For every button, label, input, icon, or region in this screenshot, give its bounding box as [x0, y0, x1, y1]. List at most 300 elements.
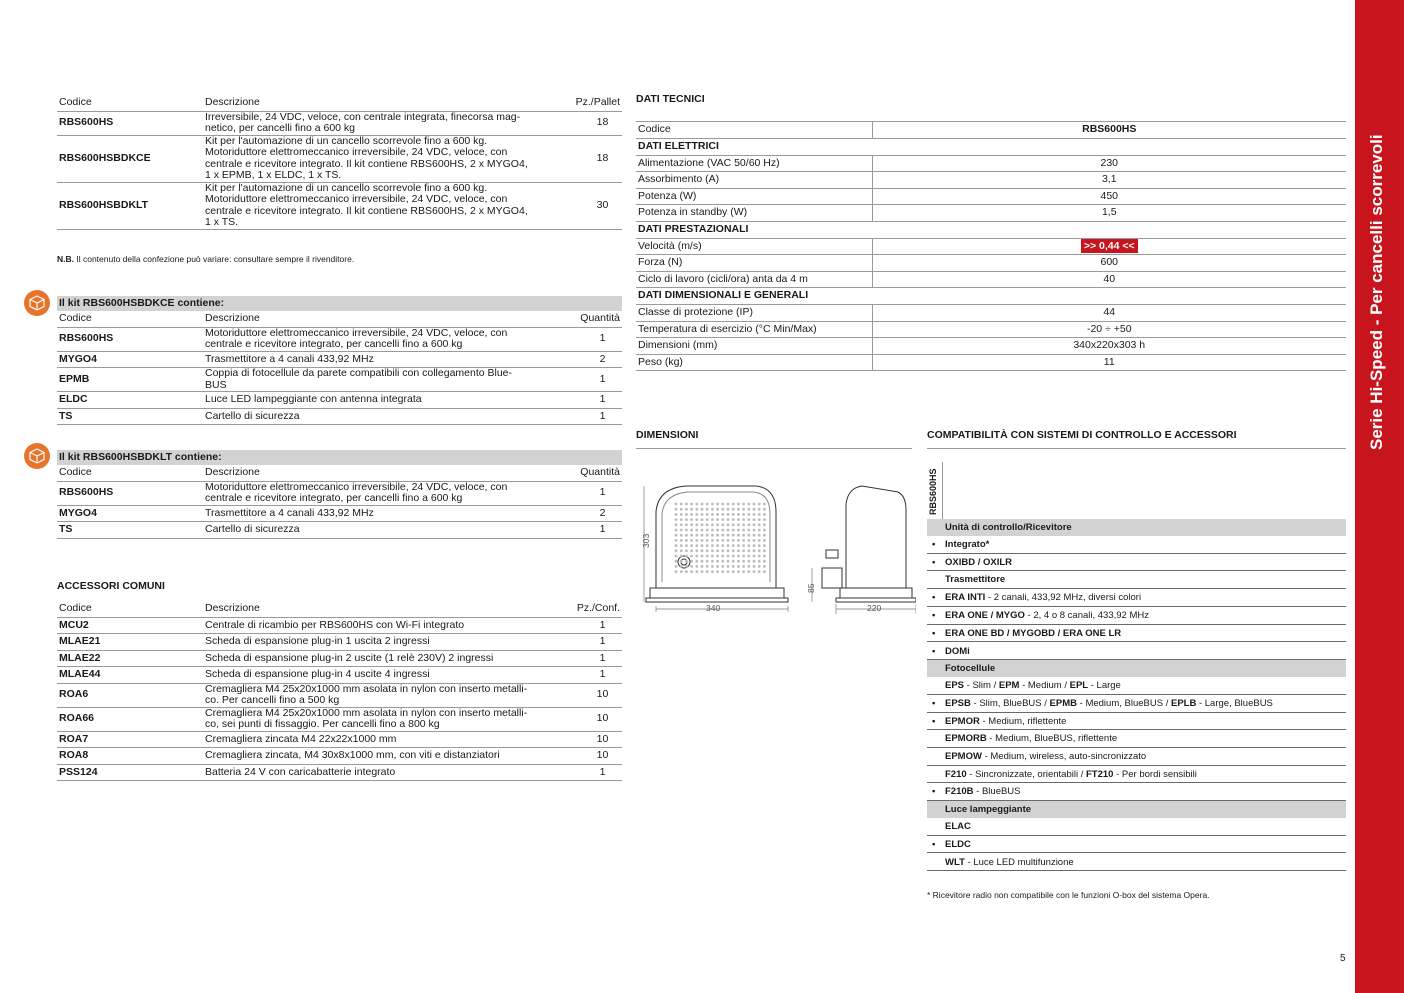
kit2-table — [57, 465, 622, 539]
vent-hole — [701, 544, 704, 547]
vent-hole — [742, 549, 745, 552]
kit1-table — [57, 311, 622, 425]
vent-hole — [685, 570, 688, 573]
compat-item-code: OXIBD / OXILR — [945, 556, 1013, 568]
tech-label: Dimensioni (mm) — [636, 338, 872, 355]
tech-group-row — [636, 221, 1346, 238]
vent-hole — [685, 523, 688, 526]
compat-item-text — [945, 536, 989, 553]
vent-hole — [727, 565, 730, 568]
vent-hole — [711, 549, 714, 552]
vent-hole — [758, 523, 761, 526]
tech-label: Classe di protezione (IP) — [636, 304, 872, 321]
table-row — [57, 327, 622, 351]
compat-item-code: F210 — [945, 768, 967, 780]
vent-hole — [763, 539, 766, 542]
vent-hole — [685, 555, 688, 558]
vent-hole — [716, 518, 719, 521]
compat-item — [927, 783, 1346, 801]
vent-hole — [732, 549, 735, 552]
vent-hole — [701, 503, 704, 506]
compat-bullet-icon: • — [932, 786, 936, 798]
vent-hole — [758, 534, 761, 537]
dim-height-label: 303 — [641, 533, 651, 548]
vent-hole — [716, 570, 719, 573]
compat-item-code: Integrato* — [945, 539, 990, 550]
speed-highlight-badge: >> 0,44 << — [1081, 239, 1138, 253]
product-table-wrap — [57, 95, 622, 230]
vent-hole — [690, 503, 693, 506]
row-code: ROA8 — [59, 749, 89, 761]
row-code: MYGO4 — [59, 352, 97, 365]
vent-hole — [685, 508, 688, 511]
compat-item — [927, 571, 1346, 589]
table-row — [57, 707, 622, 731]
tech-title: DATI TECNICI — [636, 93, 705, 105]
vent-hole — [695, 529, 698, 532]
vent-hole — [685, 544, 688, 547]
vent-hole — [716, 565, 719, 568]
row-quantity: 30 — [596, 198, 609, 211]
tech-value-cell — [872, 238, 1346, 255]
vent-hole — [675, 508, 678, 511]
col-header: Descrizione — [205, 312, 260, 324]
vent-hole — [695, 508, 698, 511]
table-row — [57, 505, 622, 522]
vent-hole — [737, 523, 740, 526]
description-line: Cremagliera zincata, M4 30x8x1000 mm, con viti e distanziatori — [205, 749, 500, 761]
row-code: TS — [59, 523, 73, 535]
compat-item-detail: - Medium, BlueBUS / — [1077, 697, 1171, 709]
vent-hole — [732, 570, 735, 573]
description-line: Cartello di sicurezza — [205, 523, 300, 535]
row-quantity: 1 — [599, 393, 606, 405]
product-table — [57, 95, 622, 230]
vent-hole — [701, 565, 704, 568]
vent-hole — [706, 565, 709, 568]
tech-label: Potenza (W) — [636, 188, 872, 205]
compat-item-text — [945, 571, 1005, 588]
vent-hole — [701, 555, 704, 558]
row-description — [203, 650, 565, 667]
vent-hole — [737, 508, 740, 511]
vent-hole — [732, 503, 735, 506]
table-row — [57, 634, 622, 651]
row-description — [203, 327, 565, 351]
vent-hole — [737, 534, 740, 537]
row-description — [203, 408, 565, 425]
vent-hole — [695, 503, 698, 506]
vent-hole — [685, 529, 688, 532]
vent-hole — [753, 529, 756, 532]
vent-hole — [711, 534, 714, 537]
vent-hole — [695, 570, 698, 573]
vent-hole — [753, 565, 756, 568]
vent-hole — [727, 508, 730, 511]
table-row — [57, 481, 622, 505]
compat-item — [927, 695, 1346, 713]
vent-hole — [763, 570, 766, 573]
compat-item-code: F210B — [945, 786, 974, 798]
tech-label: Alimentazione (VAC 50/60 Hz) — [636, 155, 872, 172]
vent-hole — [711, 508, 714, 511]
vent-hole — [732, 523, 735, 526]
description-line: 1 x TS. — [205, 216, 239, 228]
compat-item-text — [945, 783, 1021, 800]
divider — [927, 448, 1346, 449]
vent-hole — [716, 539, 719, 542]
compat-category — [927, 519, 1346, 536]
vent-hole — [706, 513, 709, 516]
compat-item — [927, 854, 1346, 872]
vent-hole — [706, 560, 709, 563]
vent-hole — [753, 523, 756, 526]
vent-hole — [747, 549, 750, 552]
row-quantity: 2 — [599, 352, 606, 365]
vent-hole — [727, 560, 730, 563]
vent-hole — [675, 518, 678, 521]
compat-item — [927, 766, 1346, 784]
table-row — [57, 368, 622, 392]
vent-hole — [727, 503, 730, 506]
table-row — [57, 748, 622, 765]
compat-item-code: EPMOR — [945, 715, 980, 727]
col-header: Codice — [59, 466, 92, 478]
compat-item-detail: - Large, BlueBUS — [1196, 697, 1273, 709]
vent-hole — [690, 539, 693, 542]
description-line: centrale e ricevitore integrato. Il kit contiene RBS600HS, 2 x MYGO4, — [205, 204, 528, 217]
vent-hole — [742, 503, 745, 506]
vent-hole — [706, 529, 709, 532]
vent-hole — [680, 539, 683, 542]
vent-hole — [690, 570, 693, 573]
description-line: Centrale di ricambio per RBS600HS con Wi-Fi integrato — [205, 618, 465, 631]
kit2-title: Il kit RBS600HSBDKLT contiene: — [57, 450, 622, 465]
vent-hole — [695, 539, 698, 542]
vent-hole — [747, 565, 750, 568]
col-header: Codice — [59, 312, 92, 324]
vent-hole — [732, 539, 735, 542]
compat-item — [927, 589, 1346, 607]
vent-hole — [763, 565, 766, 568]
vent-hole — [711, 518, 714, 521]
row-code: EPMB — [59, 372, 90, 385]
table-row — [57, 408, 622, 425]
vent-hole — [727, 549, 730, 552]
vent-hole — [758, 560, 761, 563]
row-description — [203, 634, 565, 651]
vent-hole — [747, 555, 750, 558]
row-description — [203, 351, 565, 368]
vent-hole — [701, 518, 704, 521]
vent-hole — [753, 513, 756, 516]
vent-hole — [701, 508, 704, 511]
vent-hole — [706, 523, 709, 526]
compat-item-code: EPMOW — [945, 751, 982, 762]
dimensions-drawing — [636, 470, 916, 620]
col-header: Pz./Pallet — [575, 96, 620, 108]
vent-hole — [742, 523, 745, 526]
vent-hole — [753, 534, 756, 537]
compat-item — [927, 818, 1346, 836]
row-code: MYGO4 — [59, 506, 97, 519]
table-row — [57, 135, 622, 182]
vent-hole — [721, 534, 724, 537]
tech-value: 11 — [1103, 355, 1115, 368]
col-header: Descrizione — [205, 602, 260, 614]
table-row — [57, 764, 622, 781]
divider — [636, 448, 912, 449]
compat-item-text — [945, 766, 1197, 783]
vent-hole — [701, 534, 704, 537]
col-header: Codice — [59, 602, 92, 614]
description-line: centrale e ricevitore integrato. Il kit contiene RBS600HS, 2 x MYGO4, — [205, 157, 528, 170]
compat-category — [927, 801, 1346, 818]
divider — [942, 462, 943, 519]
box-icon — [24, 443, 50, 469]
vent-hole — [721, 518, 724, 521]
vent-hole — [753, 503, 756, 506]
compat-item-code: EPMORB — [945, 733, 987, 745]
vent-hole — [680, 518, 683, 521]
vent-hole — [680, 565, 683, 568]
compat-item-code: ELAC — [945, 821, 971, 833]
vent-hole — [732, 529, 735, 532]
vent-hole — [732, 544, 735, 547]
vent-hole — [742, 544, 745, 547]
vent-hole — [737, 529, 740, 532]
compat-item-code: EPMB — [1049, 697, 1077, 709]
vent-hole — [675, 523, 678, 526]
vent-hole — [680, 555, 683, 558]
row-quantity: 18 — [596, 116, 609, 129]
vent-hole — [742, 539, 745, 542]
tech-group-row — [636, 139, 1346, 156]
tech-row — [636, 205, 1346, 222]
compat-item-code: ERA INTI — [945, 592, 986, 604]
vent-hole — [737, 513, 740, 516]
tech-row — [636, 354, 1346, 371]
vent-hole — [763, 544, 766, 547]
vent-hole — [675, 570, 678, 573]
vent-hole — [742, 534, 745, 537]
vent-hole — [747, 523, 750, 526]
description-line: Motoriduttore elettromeccanico irreversibile, 24 VDC, veloce, con — [205, 326, 508, 339]
description-line: centrale e ricevitore integrato, per cancelli fino a 600 kg — [205, 338, 463, 350]
row-quantity: 1 — [599, 486, 606, 499]
vent-hole — [742, 529, 745, 532]
compat-item — [927, 730, 1346, 748]
vent-hole — [680, 503, 683, 506]
tech-group-label: DATI DIMENSIONALI E GENERALI — [638, 289, 809, 302]
vent-hole — [747, 529, 750, 532]
compat-item-detail: - 2 canali, 433,92 MHz, diversi colori — [985, 592, 1142, 604]
col-header: Codice — [59, 96, 92, 108]
row-description — [203, 522, 565, 539]
compat-bullet-icon: • — [932, 627, 936, 639]
compat-item — [927, 625, 1346, 643]
tech-header-label: Codice — [636, 122, 872, 139]
compat-item-detail: - Slim, BlueBUS / — [970, 697, 1050, 709]
row-code: RBS600HS — [59, 486, 114, 499]
vent-hole — [753, 518, 756, 521]
vent-hole — [721, 544, 724, 547]
vent-hole — [690, 523, 693, 526]
compat-item-text — [945, 677, 1121, 694]
vent-hole — [706, 539, 709, 542]
vent-hole — [737, 544, 740, 547]
description-line: Cremagliera zincata M4 22x22x1000 mm — [205, 732, 397, 745]
compat-item-text — [945, 730, 1117, 747]
vent-hole — [732, 534, 735, 537]
vent-hole — [716, 503, 719, 506]
tech-group-label: DATI PRESTAZIONALI — [638, 223, 749, 236]
compat-item-text — [945, 748, 1146, 765]
tech-label: Potenza in standby (W) — [636, 205, 872, 222]
vent-hole — [763, 555, 766, 558]
compat-item-code: ERA ONE / MYGO — [945, 610, 1025, 622]
description-line: centrale e ricevitore integrato, per cancelli fino a 600 kg — [205, 492, 463, 504]
description-line: Batteria 24 V con caricabatterie integrato — [205, 765, 396, 778]
vent-hole — [758, 544, 761, 547]
vent-hole — [758, 565, 761, 568]
vent-hole — [675, 555, 678, 558]
description-line: Irreversibile, 24 VDC, veloce, con centrale integrata, finecorsa mag- — [205, 110, 521, 123]
tech-value: -20 ÷ +50 — [1086, 322, 1132, 335]
vent-hole — [711, 565, 714, 568]
vent-hole — [690, 555, 693, 558]
vent-hole — [747, 570, 750, 573]
vent-hole — [763, 549, 766, 552]
vent-hole — [732, 518, 735, 521]
vent-hole — [758, 555, 761, 558]
vent-hole — [721, 503, 724, 506]
vent-hole — [706, 555, 709, 558]
compat-item-code: FT210 — [1086, 768, 1114, 780]
compat-bullet-icon: • — [932, 610, 936, 622]
vent-hole — [675, 560, 678, 563]
compat-item-text — [945, 643, 970, 660]
row-quantity: 1 — [599, 635, 606, 647]
vent-hole — [675, 503, 678, 506]
compat-item — [927, 536, 1346, 554]
vent-hole — [695, 523, 698, 526]
vent-hole — [695, 560, 698, 563]
vent-hole — [727, 523, 730, 526]
vent-hole — [747, 508, 750, 511]
compat-item-code: EPM — [998, 680, 1020, 692]
tech-label: Forza (N) — [636, 255, 872, 272]
vent-hole — [737, 503, 740, 506]
tech-value: 340x220x303 h — [1073, 339, 1146, 352]
vent-hole — [680, 508, 683, 511]
tech-label: Peso (kg) — [636, 354, 872, 371]
vent-hole — [695, 518, 698, 521]
row-quantity: 10 — [596, 749, 609, 761]
compat-bullet-icon: • — [932, 556, 936, 568]
vent-hole — [742, 555, 745, 558]
row-quantity: 1 — [599, 618, 606, 631]
description-line: Coppia di fotocellule da parete compatibili con collegamento Blue- — [205, 367, 513, 379]
vent-hole — [716, 523, 719, 526]
description-line: Cremagliera M4 25x20x1000 mm asolata in nylon con inserto metalli- — [205, 706, 528, 719]
vent-hole — [721, 570, 724, 573]
row-code: RBS600HS — [59, 332, 114, 345]
row-quantity: 1 — [599, 372, 606, 385]
tech-value: 3,1 — [1101, 173, 1117, 186]
vent-hole — [763, 529, 766, 532]
row-description — [203, 481, 565, 505]
vent-hole — [758, 539, 761, 542]
tech-group-row — [636, 288, 1346, 305]
compat-item-detail: - Per bordi sensibili — [1113, 768, 1197, 780]
compat-bullet-icon: • — [932, 645, 936, 657]
tech-row — [636, 172, 1346, 189]
compat-item-text — [945, 818, 971, 835]
table-row — [57, 522, 622, 539]
compat-item — [927, 713, 1346, 731]
vent-hole — [737, 539, 740, 542]
compat-item-text — [945, 695, 1273, 712]
kit1-title: Il kit RBS600HSBDKCE contiene: — [57, 296, 622, 311]
tech-value: 40 — [1103, 272, 1116, 285]
vent-hole — [727, 513, 730, 516]
compat-item-text — [945, 836, 971, 853]
tech-header-value: RBS600HS — [1082, 123, 1137, 136]
vent-hole — [753, 508, 756, 511]
vent-hole — [690, 549, 693, 552]
tech-label: Ciclo di lavoro (cicli/ora) anta da 4 m — [636, 271, 872, 288]
row-description — [203, 683, 565, 707]
vent-hole — [706, 503, 709, 506]
vent-hole — [737, 565, 740, 568]
description-line: Scheda di espansione plug-in 2 uscite (1 relè 230V) 2 ingressi — [205, 651, 494, 664]
vent-hole — [680, 544, 683, 547]
front-vent-grid — [675, 503, 766, 573]
vent-hole — [763, 508, 766, 511]
vent-hole — [716, 513, 719, 516]
description-line: Scheda di espansione plug-in 4 uscite 4 ingressi — [205, 668, 430, 680]
description-line: co, sei punti di fissaggio. Per cancelli fino a 800 kg — [205, 718, 440, 730]
vent-hole — [701, 570, 704, 573]
compat-item-code: WLT — [945, 856, 965, 868]
tech-row — [636, 321, 1346, 338]
dim-width-label: 340 — [706, 603, 721, 613]
row-code: ELDC — [59, 393, 88, 405]
vent-hole — [758, 518, 761, 521]
description-line: BUS — [205, 378, 227, 391]
row-code: PSS124 — [59, 765, 98, 778]
compat-item-code: EPL — [1069, 680, 1089, 692]
vent-hole — [721, 523, 724, 526]
compat-item-code: Trasmettitore — [945, 574, 1006, 586]
description-line: Kit per l'automazione di un cancello scorrevole fino a 600 kg. — [205, 181, 488, 194]
compat-item-detail: - 2, 4 o 8 canali, 433,92 MHz — [1024, 610, 1149, 622]
compat-item-text — [945, 713, 1066, 730]
vent-hole — [742, 508, 745, 511]
vent-hole — [690, 560, 693, 563]
vent-hole — [680, 560, 683, 563]
row-code: MLAE21 — [59, 635, 101, 647]
row-description — [203, 617, 565, 634]
tech-row — [636, 338, 1346, 355]
compat-bullet-icon: • — [932, 697, 936, 709]
row-description — [203, 368, 565, 392]
tech-group-label: DATI ELETTRICI — [638, 140, 719, 153]
vent-hole — [711, 529, 714, 532]
vent-hole — [763, 513, 766, 516]
vent-hole — [747, 544, 750, 547]
